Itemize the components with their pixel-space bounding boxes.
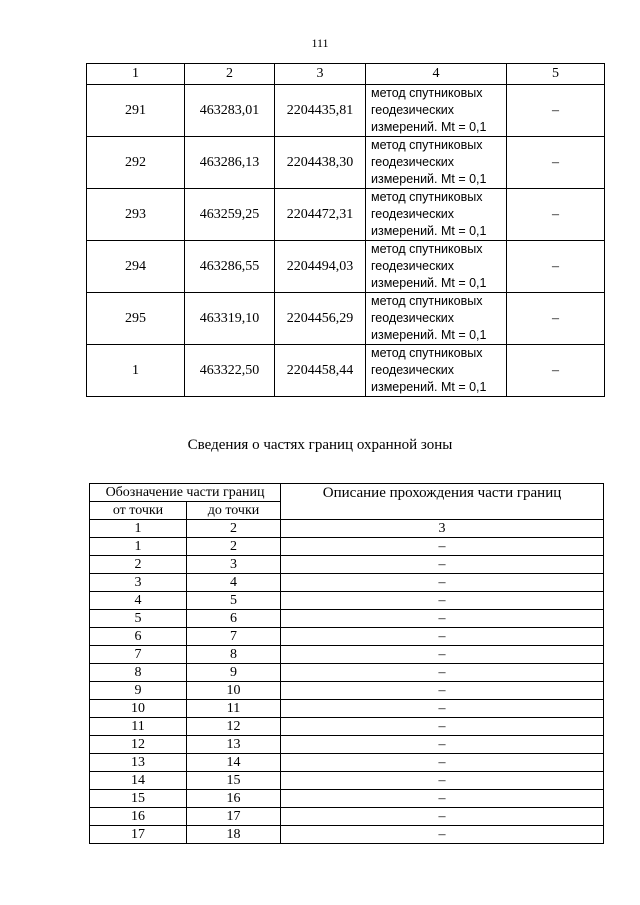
section-title: Сведения о частях границ охранной зоны <box>187 437 453 453</box>
method-cell <box>366 345 507 397</box>
description-cell: – <box>281 790 604 808</box>
to-point-cell: 8 <box>187 646 281 664</box>
column-number-cell: 3 <box>281 520 604 538</box>
point-number-cell: 1 <box>87 345 185 397</box>
coordinates-header-row <box>87 64 605 85</box>
x-coordinate-cell: 463322,50 <box>185 345 275 397</box>
from-point-cell: 3 <box>90 574 187 592</box>
note-cell: – <box>507 189 605 241</box>
boundary-part-row <box>90 574 604 592</box>
description-cell: – <box>281 556 604 574</box>
from-point-header: от точки <box>90 502 187 520</box>
description-cell: – <box>281 664 604 682</box>
boundary-part-row <box>90 682 604 700</box>
method-line: геодезических <box>371 311 455 325</box>
method-cell <box>366 293 507 345</box>
point-number-cell: 292 <box>87 137 185 189</box>
x-coordinate-cell: 463286,55 <box>185 241 275 293</box>
from-point-cell: 17 <box>90 826 187 844</box>
from-point-cell: 9 <box>90 682 187 700</box>
boundary-part-row <box>90 646 604 664</box>
from-point-cell: 13 <box>90 754 187 772</box>
to-point-cell: 13 <box>187 736 281 754</box>
from-point-cell: 11 <box>90 718 187 736</box>
boundary-part-row <box>90 700 604 718</box>
y-coordinate-cell: 2204494,03 <box>275 241 366 293</box>
x-coordinate-cell: 463286,13 <box>185 137 275 189</box>
column-number-cell: 2 <box>185 64 275 85</box>
from-point-cell: 6 <box>90 628 187 646</box>
point-number-cell: 295 <box>87 293 185 345</box>
to-point-header: до точки <box>187 502 281 520</box>
note-cell: – <box>507 293 605 345</box>
to-point-cell: 12 <box>187 718 281 736</box>
description-cell: – <box>281 610 604 628</box>
to-point-cell: 7 <box>187 628 281 646</box>
method-line: измерений. Mt = 0,1 <box>371 224 487 238</box>
boundary-part-row <box>90 538 604 556</box>
from-point-cell: 14 <box>90 772 187 790</box>
method-line: метод спутниковых <box>371 190 483 204</box>
from-point-cell: 4 <box>90 592 187 610</box>
to-point-cell: 3 <box>187 556 281 574</box>
note-cell: – <box>507 241 605 293</box>
column-number-cell: 3 <box>275 64 366 85</box>
to-point-cell: 10 <box>187 682 281 700</box>
to-point-cell: 9 <box>187 664 281 682</box>
to-point-cell: 15 <box>187 772 281 790</box>
point-number-cell: 294 <box>87 241 185 293</box>
method-line: измерений. Mt = 0,1 <box>371 380 487 394</box>
description-cell: – <box>281 718 604 736</box>
method-line: метод спутниковых <box>371 294 483 308</box>
y-coordinate-cell: 2204435,81 <box>275 85 366 137</box>
point-number-cell: 291 <box>87 85 185 137</box>
to-point-cell: 14 <box>187 754 281 772</box>
description-cell: – <box>281 646 604 664</box>
method-line: метод спутниковых <box>371 242 483 256</box>
from-point-cell: 2 <box>90 556 187 574</box>
parts-header-row <box>90 484 604 502</box>
method-cell <box>366 85 507 137</box>
boundary-parts-table <box>89 483 604 844</box>
description-cell: – <box>281 772 604 790</box>
method-cell <box>366 189 507 241</box>
method-line: геодезических <box>371 363 455 377</box>
to-point-cell: 6 <box>187 610 281 628</box>
coordinates-table <box>86 63 605 397</box>
x-coordinate-cell: 463283,01 <box>185 85 275 137</box>
y-coordinate-cell: 2204472,31 <box>275 189 366 241</box>
coordinates-row <box>87 241 605 293</box>
boundary-part-row <box>90 556 604 574</box>
boundary-part-row <box>90 772 604 790</box>
coordinates-row <box>87 293 605 345</box>
from-point-cell: 7 <box>90 646 187 664</box>
group-header-cell: Обозначение части границ <box>90 484 281 502</box>
column-number-cell: 5 <box>507 64 605 85</box>
description-cell: – <box>281 700 604 718</box>
method-cell <box>366 241 507 293</box>
boundary-part-row <box>90 610 604 628</box>
method-line: метод спутниковых <box>371 86 483 100</box>
x-coordinate-cell: 463319,10 <box>185 293 275 345</box>
coordinates-row <box>87 85 605 137</box>
to-point-cell: 16 <box>187 790 281 808</box>
method-line: геодезических <box>371 259 455 273</box>
method-line: измерений. Mt = 0,1 <box>371 328 487 342</box>
note-cell: – <box>507 85 605 137</box>
boundary-part-row <box>90 826 604 844</box>
boundary-part-row <box>90 628 604 646</box>
from-point-cell: 1 <box>90 538 187 556</box>
from-point-cell: 5 <box>90 610 187 628</box>
method-line: геодезических <box>371 155 455 169</box>
to-point-cell: 11 <box>187 700 281 718</box>
note-cell: – <box>507 345 605 397</box>
column-number-cell: 1 <box>90 520 187 538</box>
description-cell: – <box>281 592 604 610</box>
method-line: геодезических <box>371 207 455 221</box>
to-point-cell: 5 <box>187 592 281 610</box>
from-point-cell: 16 <box>90 808 187 826</box>
coordinates-row <box>87 137 605 189</box>
boundary-part-row <box>90 592 604 610</box>
description-cell: – <box>281 754 604 772</box>
description-header-cell: Описание прохождения части границ <box>281 484 604 520</box>
description-cell: – <box>281 736 604 754</box>
boundary-part-row <box>90 664 604 682</box>
column-number-cell: 4 <box>366 64 507 85</box>
parts-number-row <box>90 520 604 538</box>
method-cell <box>366 137 507 189</box>
to-point-cell: 18 <box>187 826 281 844</box>
from-point-cell: 8 <box>90 664 187 682</box>
y-coordinate-cell: 2204456,29 <box>275 293 366 345</box>
description-cell: – <box>281 826 604 844</box>
method-line: измерений. Mt = 0,1 <box>371 120 487 134</box>
x-coordinate-cell: 463259,25 <box>185 189 275 241</box>
coordinates-row <box>87 345 605 397</box>
description-cell: – <box>281 808 604 826</box>
method-line: измерений. Mt = 0,1 <box>371 276 487 290</box>
method-line: геодезических <box>371 103 455 117</box>
method-line: метод спутниковых <box>371 138 483 152</box>
description-cell: – <box>281 628 604 646</box>
point-number-cell: 293 <box>87 189 185 241</box>
y-coordinate-cell: 2204438,30 <box>275 137 366 189</box>
y-coordinate-cell: 2204458,44 <box>275 345 366 397</box>
description-cell: – <box>281 538 604 556</box>
to-point-cell: 4 <box>187 574 281 592</box>
column-number-cell: 2 <box>187 520 281 538</box>
method-line: метод спутниковых <box>371 346 483 360</box>
boundary-part-row <box>90 790 604 808</box>
column-number-cell: 1 <box>87 64 185 85</box>
page-number: 111 <box>311 36 329 50</box>
to-point-cell: 2 <box>187 538 281 556</box>
from-point-cell: 15 <box>90 790 187 808</box>
from-point-cell: 10 <box>90 700 187 718</box>
coordinates-row <box>87 189 605 241</box>
from-point-cell: 12 <box>90 736 187 754</box>
note-cell: – <box>507 137 605 189</box>
boundary-part-row <box>90 808 604 826</box>
method-line: измерений. Mt = 0,1 <box>371 172 487 186</box>
to-point-cell: 17 <box>187 808 281 826</box>
description-cell: – <box>281 682 604 700</box>
boundary-part-row <box>90 754 604 772</box>
boundary-part-row <box>90 718 604 736</box>
boundary-part-row <box>90 736 604 754</box>
description-cell: – <box>281 574 604 592</box>
